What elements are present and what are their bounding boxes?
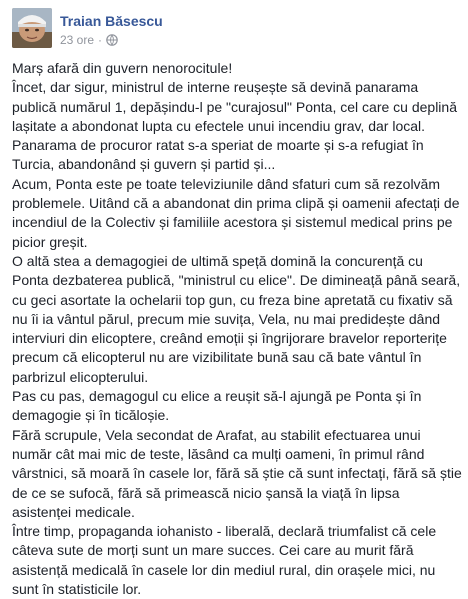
post-line: sunt în statisticile lor. (12, 581, 142, 598)
post-line: O altă stea a demagogiei de ultimă speță domină la concurență cu (12, 252, 423, 269)
separator-dot: · (98, 33, 103, 47)
post-subline (60, 33, 163, 47)
post-line: incendiul de la Colectiv și familiile acestora și sistemul medical prins pe (12, 214, 453, 231)
post-line: Pas cu pas, demagogul cu elice a reușit să-l ajungă pe Ponta și în (12, 388, 422, 405)
post-line: nu îi ia vântul părul, precum mie suvița, Vela, nu mai predidește dând (12, 310, 441, 327)
post-line: interviuri din elicoptere, creând emoții și îngrijorare bravelor reporterițe (12, 330, 447, 347)
globe-icon[interactable] (106, 34, 118, 46)
post-line: problemele. Uitând că a abandonat din prima clipă și oamenii afectați de (12, 195, 460, 212)
post-line: demagogie și în ticăloșie. (12, 407, 170, 424)
post-line: câteva sute de morți sunt un mare succes. Cei care au murit fără (12, 542, 414, 559)
post-line: Turcia, abandonând și guvern și partid și... (12, 156, 276, 173)
author-name[interactable]: Traian Băsescu (60, 13, 163, 29)
post-line: număr cât mai mic de teste, lăsând ca mulți oameni, în primul rând (12, 445, 425, 462)
post-line: vârstnici, să moară în casele lor, fără să știe că sunt infectați, fără să știe (12, 465, 462, 482)
post-line: de ce se sufocă, fără să primească nicio șansă la viață în lipsa (12, 484, 400, 501)
post-line: publică numărul 1, depășindu-l pe "curajosul" Ponta, cel care cu deplină (12, 98, 457, 115)
post-line: lașitate a abondonat lupta cu efectele unui incendiu grav, dar local. (12, 117, 426, 134)
post-line: precum că elicopterul nu are vizibilitate bună sau că bate vântul în (12, 349, 422, 366)
post-line: picior greșit. (12, 233, 88, 250)
post-timestamp[interactable]: 23 ore (60, 33, 95, 47)
post-line: Acum, Ponta este pe toate televiziunile dând sfaturi cum să rezolvăm (12, 175, 440, 192)
post-line: Fără scrupule, Vela secondat de Arafat, au stabilit efectuarea unui (12, 426, 421, 443)
post-meta (60, 8, 163, 47)
post-line: Ponta dezbaterea publică, "ministrul cu elice". De dimineață până seară, (12, 272, 461, 289)
post-line: Marș afară din guvern nenorocitule! (12, 60, 233, 76)
post-line: asistenței medicale. (12, 503, 135, 520)
post-line: asistență medicală în casele lor din mediul rural, din orașele mici, nu (12, 561, 436, 578)
post-body (12, 59, 460, 599)
post-line: Între timp, propaganda iohanisto - liberală, declară triumfalist că cele (12, 523, 437, 540)
avatar[interactable] (12, 8, 52, 48)
post-line: cu geci asortate la ochelarii top gun, cu freza bine apretată cu fixativ să (12, 291, 453, 308)
post-line: parbrizul elicopterului. (12, 368, 149, 385)
post-header (12, 8, 163, 52)
post-line: Încet, dar sigur, ministrul de interne reușește să devină panarama (12, 79, 419, 96)
avatar-photo (12, 8, 52, 48)
post-line: Panarama de procuror ratat s-a speriat de moarte și s-a refugiat în (12, 137, 424, 154)
